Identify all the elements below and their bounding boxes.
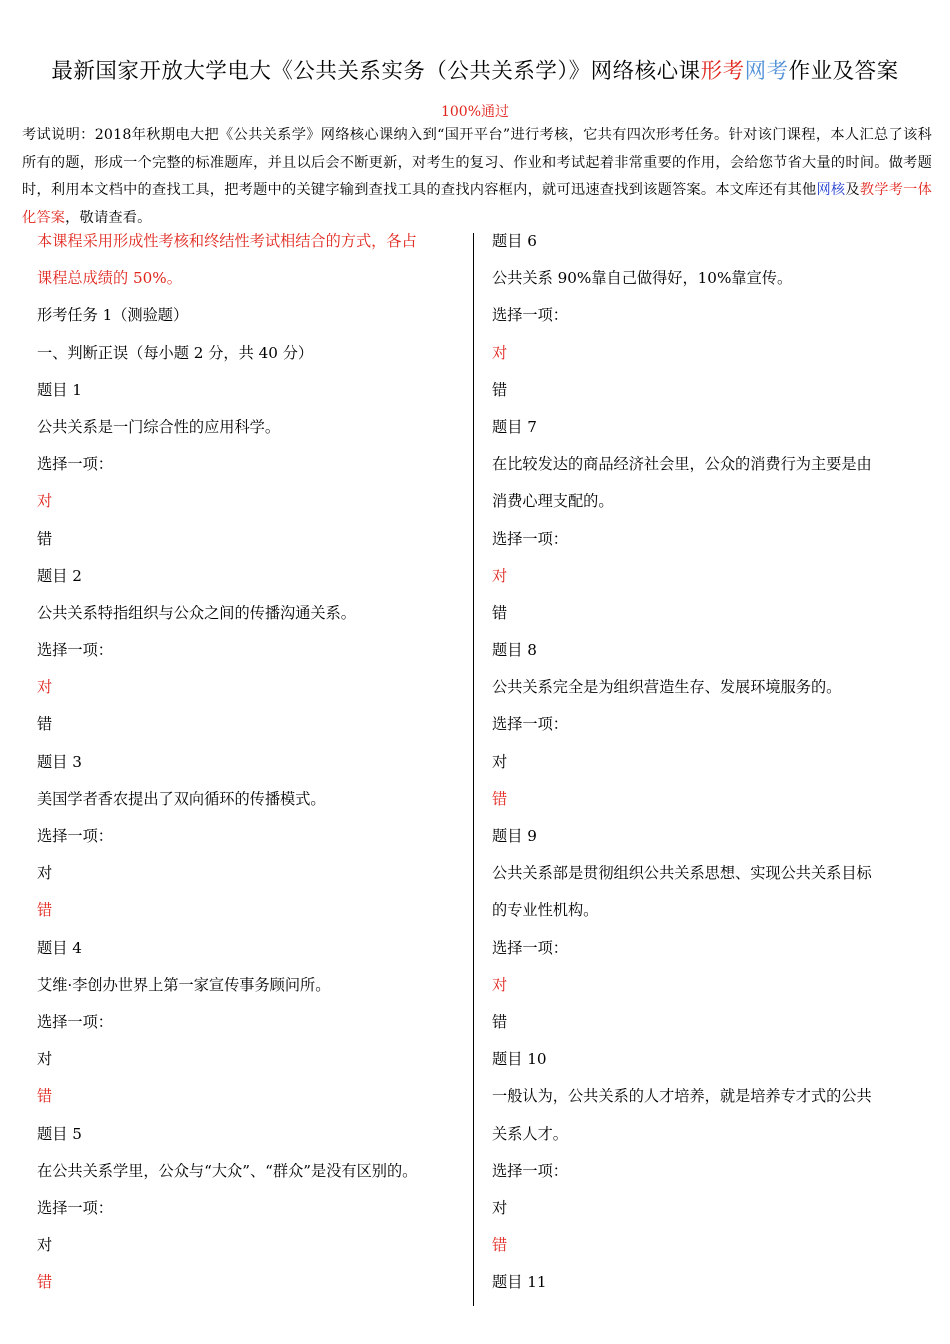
option-false: 错 — [492, 789, 508, 808]
choice-prompt: 选择一项： — [492, 1161, 568, 1180]
question-text: 公共关系特指组织与公众之间的传播沟通关系。 — [37, 603, 356, 622]
link-jiaoxue[interactable]: 教学考一体化答案 — [22, 182, 932, 226]
choice-prompt: 选择一项： — [37, 455, 113, 474]
question-text: 在公共关系学里，公众与“大众”、“群众”是没有区别的。 — [37, 1161, 418, 1180]
question-text: 在比较发达的商品经济社会里，公众的消费行为主要是由 — [492, 455, 872, 474]
right-column — [492, 227, 917, 1305]
question-text: 艾维·李创办世界上第一家宣传事务顾问所。 — [37, 975, 331, 994]
question-text: 公共关系 90%靠自己做得好，10%靠宣传。 — [492, 269, 793, 288]
document-title — [0, 54, 950, 85]
question-text: 关系人才。 — [492, 1124, 568, 1143]
pass-rate-label: 100%通过 — [440, 104, 510, 120]
title-wangkao: 网考 — [744, 59, 789, 84]
choice-prompt: 选择一项： — [37, 641, 113, 660]
option-true: 对 — [37, 678, 53, 697]
option-false: 错 — [37, 529, 53, 548]
exam-instructions — [22, 122, 932, 232]
intro-end: ，敬请查看。 — [65, 209, 152, 226]
option-true: 对 — [37, 1050, 53, 1069]
title-xingkao: 形考 — [700, 59, 745, 84]
option-true: 对 — [492, 1198, 508, 1217]
question-number: 题目 5 — [37, 1124, 82, 1143]
title-suffix: 作业及答案 — [788, 59, 899, 84]
option-false: 错 — [37, 901, 53, 920]
link-wanghe[interactable]: 网核 — [816, 182, 846, 198]
question-number: 题目 3 — [37, 752, 82, 771]
question-number: 题目 9 — [492, 827, 537, 845]
title-main: 最新国家开放大学电大《公共关系实务（公共关系学）》网络核心课 — [51, 59, 701, 84]
section-heading: 一、判断正误（每小题 2 分，共 40 分） — [37, 343, 314, 362]
question-text: 消费心理支配的。 — [492, 492, 614, 511]
option-true: 对 — [492, 343, 508, 362]
choice-prompt: 选择一项： — [492, 529, 568, 548]
option-false: 错 — [492, 1236, 508, 1255]
question-text: 公共关系是一门综合性的应用科学。 — [37, 417, 280, 436]
course-note: 本课程采用形成性考核和终结性考试相结合的方式，各占 — [37, 232, 417, 250]
choice-prompt: 选择一项： — [492, 306, 568, 325]
choice-prompt: 选择一项： — [492, 715, 568, 734]
option-true: 对 — [37, 864, 53, 883]
option-true: 对 — [37, 1236, 53, 1255]
option-false: 错 — [37, 715, 53, 734]
option-true: 对 — [37, 492, 53, 511]
intro-and: 及 — [845, 182, 860, 198]
question-text: 的专业性机构。 — [492, 901, 599, 920]
question-text: 公共关系完全是为组织营造生存、发展环境服务的。 — [492, 678, 842, 697]
option-false: 错 — [37, 1273, 53, 1292]
option-false: 错 — [492, 1012, 508, 1031]
question-text: 公共关系部是贯彻组织公共关系思想、实现公共关系目标 — [492, 864, 872, 883]
option-false: 错 — [492, 380, 508, 399]
question-text: 美国学者香农提出了双向循环的传播模式。 — [37, 789, 326, 808]
choice-prompt: 选择一项： — [37, 1198, 113, 1217]
course-note: 课程总成绩的 50%。 — [37, 269, 182, 288]
question-number: 题目 1 — [37, 380, 82, 399]
question-number: 题目 2 — [37, 566, 82, 585]
left-column — [37, 227, 462, 1305]
choice-prompt: 选择一项： — [37, 1012, 113, 1031]
intro-text: 考试说明：2018年秋期电大把《公共关系学》网络核心课纳入到“国开平台”进行考核，它共有四次形考任务。针对该门课程，本人汇总了该科所有的题，形成一个完整的标准题库，并且以后会不断更新，对考生的复习、作业和考试起着非常重要的作用，会给您节省大量的时间。做考题时，利用本文档中的查找工具，把考题中的关键字输到查找工具的查找内容框内，就可迅速查找到该题答案。本文库还有其他 — [22, 127, 932, 198]
column-divider — [473, 233, 474, 1306]
task-heading: 形考任务 1（测验题） — [37, 306, 189, 325]
choice-prompt: 选择一项： — [492, 938, 568, 957]
option-false: 错 — [492, 603, 508, 622]
option-true: 对 — [492, 566, 508, 585]
option-true: 对 — [492, 752, 508, 771]
question-number: 题目 8 — [492, 641, 537, 660]
question-text: 一般认为，公共关系的人才培养，就是培养专才式的公共 — [492, 1087, 872, 1106]
question-number: 题目 4 — [37, 938, 82, 957]
question-number: 题目 6 — [492, 232, 537, 250]
option-true: 对 — [492, 975, 508, 994]
question-number: 题目 7 — [492, 417, 537, 436]
question-number: 题目 11 — [492, 1273, 547, 1292]
choice-prompt: 选择一项： — [37, 827, 113, 845]
question-number: 题目 10 — [492, 1050, 547, 1069]
option-false: 错 — [37, 1087, 53, 1106]
